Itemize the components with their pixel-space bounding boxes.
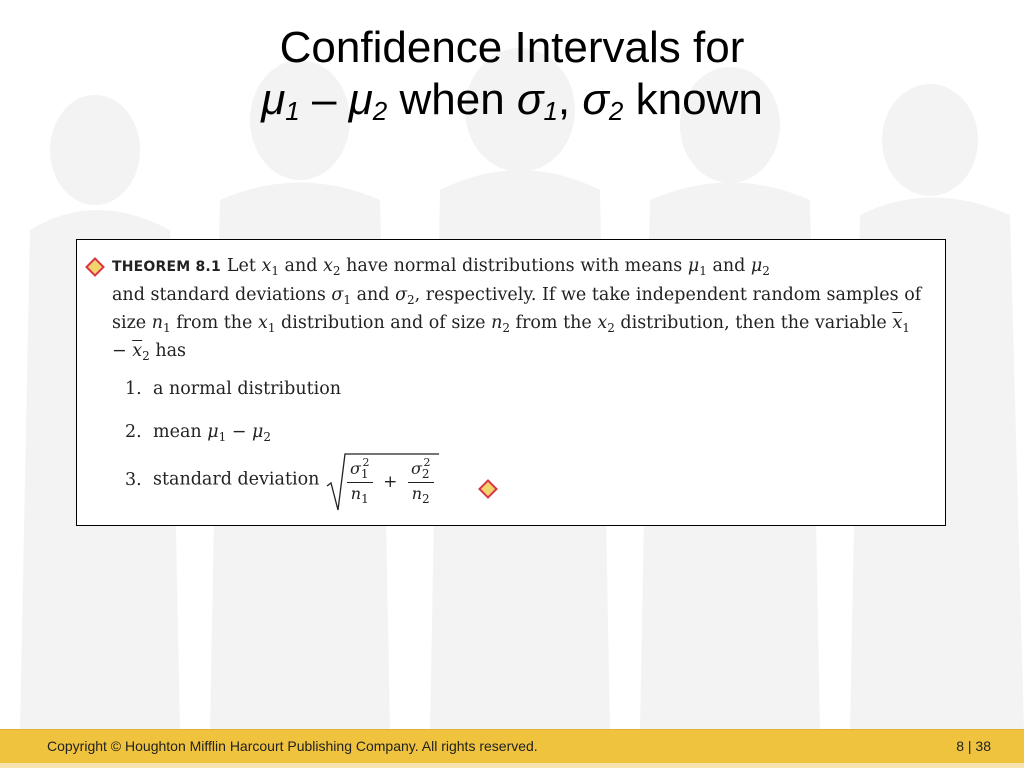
title-sigma-1: σ — [516, 75, 544, 124]
list-item-std-dev: 3. standard deviation $\frac{\sigma_1^2}{n_1}$ + $\frac{\sigma_2^2}{n_2}$ — [125, 452, 440, 507]
fraction-1: $\frac{\sigma_1^2}{n_1}$ — [347, 458, 373, 505]
theorem-label: THEOREM 8.1 — [112, 259, 221, 275]
fraction-2: $\frac{\sigma_2^2}{n_2}$ — [408, 458, 434, 505]
title-sigma-2: σ — [582, 75, 609, 124]
copyright-text: Copyright © Houghton Mifflin Harcourt Publishing Company. All rights reserved. — [47, 738, 538, 754]
footer-edge — [0, 763, 1024, 768]
diamond-end-icon — [478, 479, 498, 499]
title-mu-2: μ — [348, 75, 373, 124]
footer-bar — [0, 729, 1024, 764]
theorem-box — [76, 239, 946, 526]
page-number: 8 | 38 — [956, 738, 991, 754]
sqrt-expression: $\frac{\sigma_1^2}{n_1}$ + $\frac{\sigma_2^2}{n_2}$ — [325, 452, 440, 507]
list-item-mean: 2. mean $\mu_1 - \mu_2$ — [125, 422, 272, 444]
list-item-normal: 1. a normal distribution — [125, 379, 342, 399]
title-mu-1: μ — [261, 75, 286, 124]
theorem-statement: THEOREM 8.1 Let $x_1$ and $x_2$ have normal distributions with means $\mu_1$ and $\mu_2$ and standard deviations $\sigma_1$ and $\sigma_2$, respectively. If we take independent random samples of size $n_1$ from the $x_1$ distribution and of size $n_2$ from the $x_2$ distribution, then the variable $\overline{x}_1 - \overline{x}_2$ has — [112, 256, 922, 363]
diamond-bullet-icon — [85, 257, 105, 277]
title-line-1: Confidence Intervals for — [279, 23, 745, 72]
slide-title — [0, 22, 1024, 126]
title-line-2: $\mu_1 - \mu_2$ when $\sigma_1$, $\sigma_2$ known — [261, 75, 763, 126]
